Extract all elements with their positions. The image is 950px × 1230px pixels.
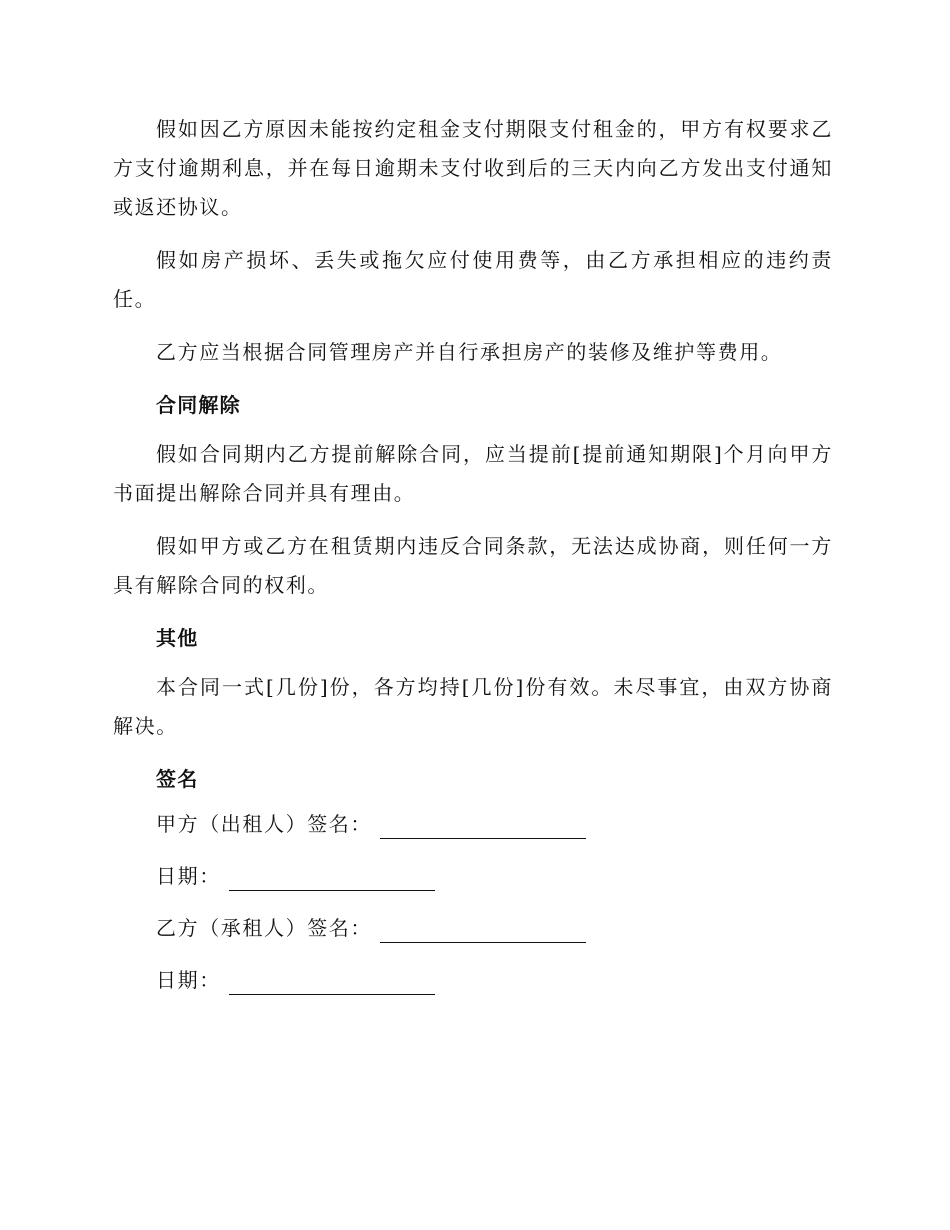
document-page bbox=[113, 110, 833, 1017]
date-line-landlord[interactable] bbox=[229, 868, 435, 891]
paragraph-late-payment: 假如因乙方原因未能按约定租金支付期限支付租金的，甲方有权要求乙方支付逾期利息，并在每日逾期未支付收到后的三天内向乙方发出支付通知或返还协议。 bbox=[113, 117, 833, 219]
date-row-tenant bbox=[156, 965, 833, 995]
signature-label-tenant: 乙方（承租人）签名： bbox=[156, 916, 372, 940]
signature-line-landlord[interactable] bbox=[380, 816, 586, 839]
date-label-tenant: 日期： bbox=[156, 968, 221, 992]
paragraph-damage-liability: 假如房产损坏、丢失或拖欠应付使用费等，由乙方承担相应的违约责任。 bbox=[113, 248, 833, 311]
heading-other: 其他 bbox=[156, 626, 199, 650]
heading-termination: 合同解除 bbox=[156, 393, 241, 417]
date-row-landlord bbox=[156, 861, 833, 891]
paragraph-maintenance: 乙方应当根据合同管理房产并自行承担房产的装修及维护等费用。 bbox=[156, 340, 783, 364]
signature-row-landlord bbox=[156, 809, 833, 839]
signature-row-tenant bbox=[156, 913, 833, 943]
paragraph-copies: 本合同一式[几份]份，各方均持[几份]份有效。未尽事宜，由双方协商解决。 bbox=[113, 675, 833, 738]
signature-line-tenant[interactable] bbox=[380, 920, 586, 943]
paragraph-early-termination: 假如合同期内乙方提前解除合同，应当提前[提前通知期限]个月向甲方书面提出解除合同并具有理由。 bbox=[113, 442, 833, 505]
date-label-landlord: 日期： bbox=[156, 864, 221, 888]
date-line-tenant[interactable] bbox=[229, 972, 435, 995]
heading-signature: 签名 bbox=[156, 767, 199, 791]
paragraph-breach-termination: 假如甲方或乙方在租赁期内违反合同条款，无法达成协商，则任何一方具有解除合同的权利。 bbox=[113, 534, 833, 597]
signature-label-landlord: 甲方（出租人）签名： bbox=[156, 812, 372, 836]
